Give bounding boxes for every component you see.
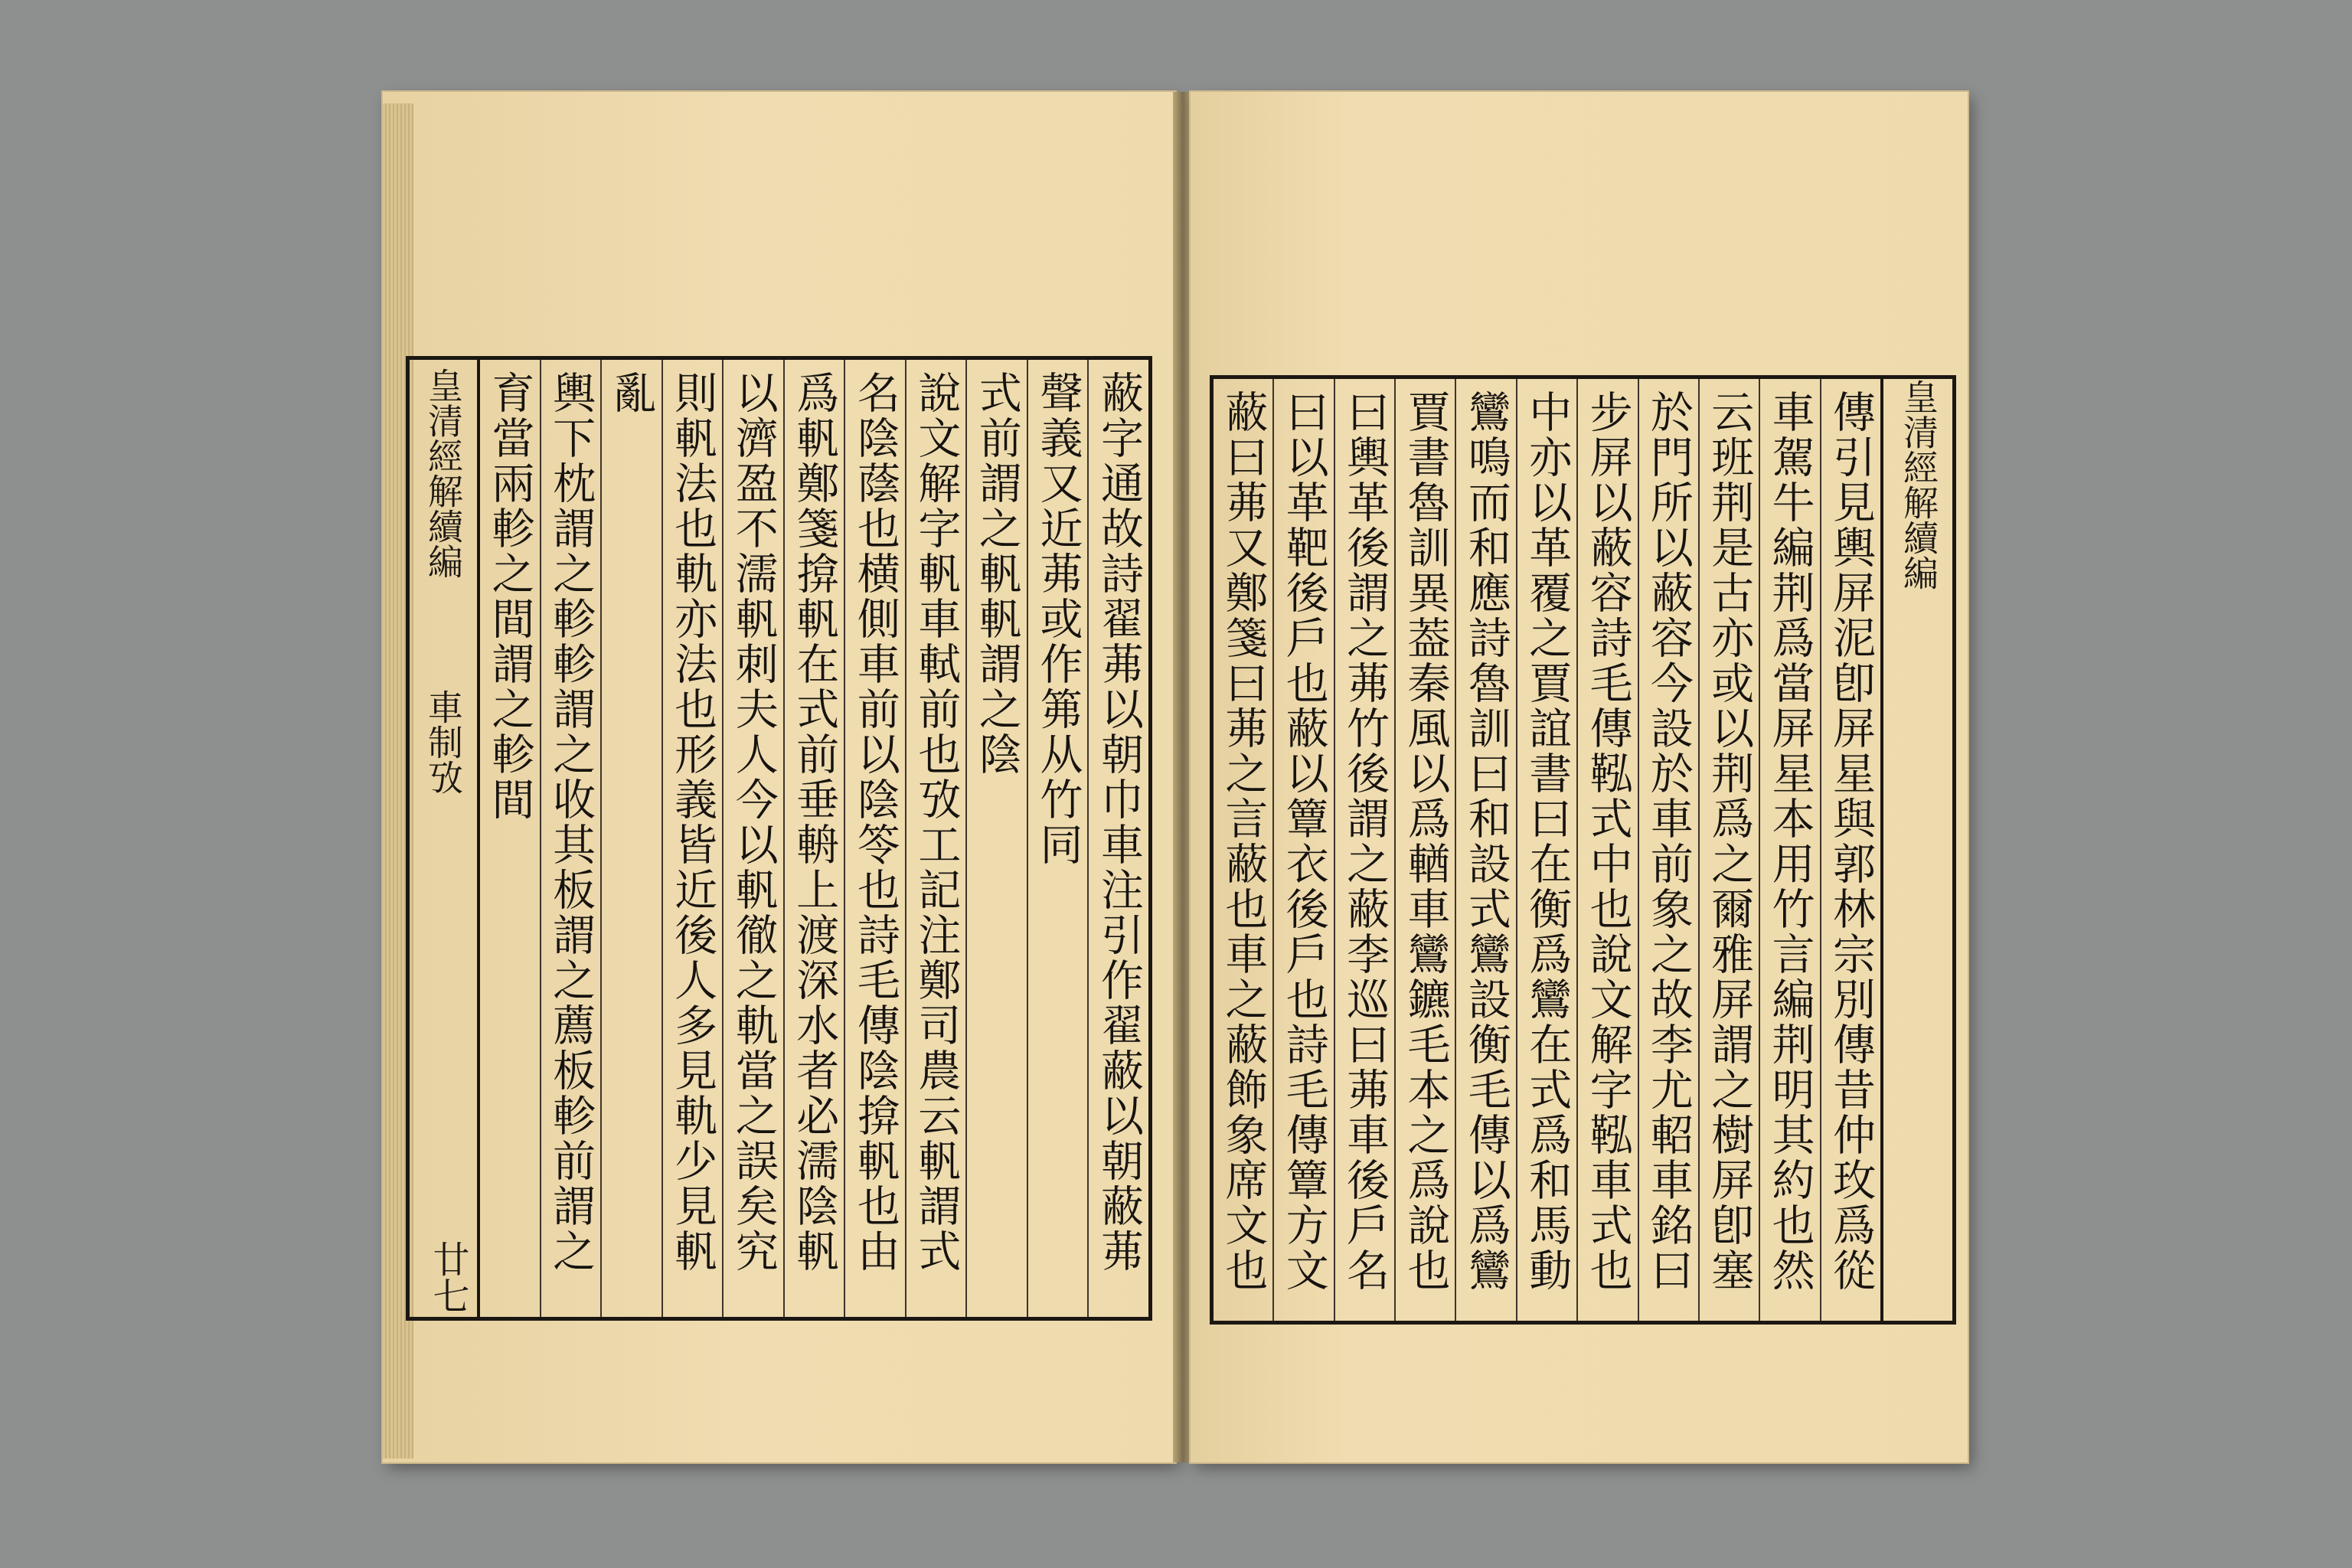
right-banxin-title: 皇清經解續編 [1898, 379, 1939, 590]
text-column: 爲軓鄭箋揜軓在式前垂輈上渡深水者必濡陰軓 [783, 360, 844, 1317]
right-text-frame [1210, 375, 1956, 1325]
text-column: 步屏以蔽容詩毛傳鞃式中也說文解字鞃車式也 [1576, 379, 1637, 1321]
left-banxin-title: 皇清經解續編 [423, 368, 464, 579]
text-column: 云班荆是古亦或以荆爲之爾雅屏謂之樹屏卽塞 [1698, 379, 1759, 1321]
right-fold-column [1880, 379, 1952, 1321]
text-column: 車駕牛編荆爲當屏星本用竹言編荆明其約也然 [1759, 379, 1819, 1321]
text-column: 於門所以蔽容今設於車前象之故李尤軺車銘曰 [1638, 379, 1698, 1321]
left-text-frame [406, 356, 1152, 1321]
left-chapter-title: 車制攷 [423, 689, 464, 795]
text-column: 曰以革靶後戶也蔽以簟衣後戶也詩毛傳簟方文 [1272, 379, 1333, 1321]
text-column: 以濟盈不濡軓刺夫人今以軓徹之軌當之誤矣究 [722, 360, 783, 1317]
text-column: 曰輿革後謂之茀竹後謂之蔽李巡曰茀車後戶名 [1334, 379, 1394, 1321]
text-column: 蔽曰茀又鄭箋曰茀之言蔽也車之蔽飾象席文也 [1218, 390, 1269, 1293]
text-column: 鸞鳴而和應詩魯訓曰和設式鸞設衡毛傳以爲鸞 [1455, 379, 1515, 1321]
text-column: 名陰蔭也横側車前以陰笭也詩毛傳陰揜軓也由 [844, 360, 905, 1317]
text-column: 說文解字軓車軾前也攷工記注鄭司農云軓謂式 [905, 360, 966, 1317]
text-column: 傳引見輿屏泥卽屏星與郭林宗別傳昔仲玫爲從 [1820, 379, 1880, 1321]
text-column: 式前謂之軓軓謂之陰 [965, 360, 1027, 1317]
text-column: 輿下枕謂之軫軫謂之收其板謂之薦板軫前謂之 [540, 360, 601, 1317]
text-column: 中亦以革覆之賈誼書曰在衡爲鸞在式爲和馬動 [1516, 379, 1576, 1321]
open-book [360, 92, 1968, 1478]
left-fold-column [410, 360, 480, 1317]
left-leaf-number: 廿七 [426, 1240, 469, 1314]
right-text-columns [1214, 379, 1880, 1321]
text-column: 亂 [600, 360, 662, 1317]
left-text-columns [480, 360, 1148, 1317]
text-column: 育當兩軫之間謂之軫間 [485, 371, 535, 822]
text-column: 聲義又近茀或作笰从竹同 [1027, 360, 1088, 1317]
text-column: 則軓法也軌亦法也形義皆近後人多見軌少見軓 [662, 360, 723, 1317]
text-column: 蔽字通故詩翟茀以朝巾車注引作翟蔽以朝蔽茀 [1087, 360, 1148, 1317]
text-column: 賈書魯訓異葢秦風以爲輶車鸞鑣毛本之爲說也 [1394, 379, 1455, 1321]
